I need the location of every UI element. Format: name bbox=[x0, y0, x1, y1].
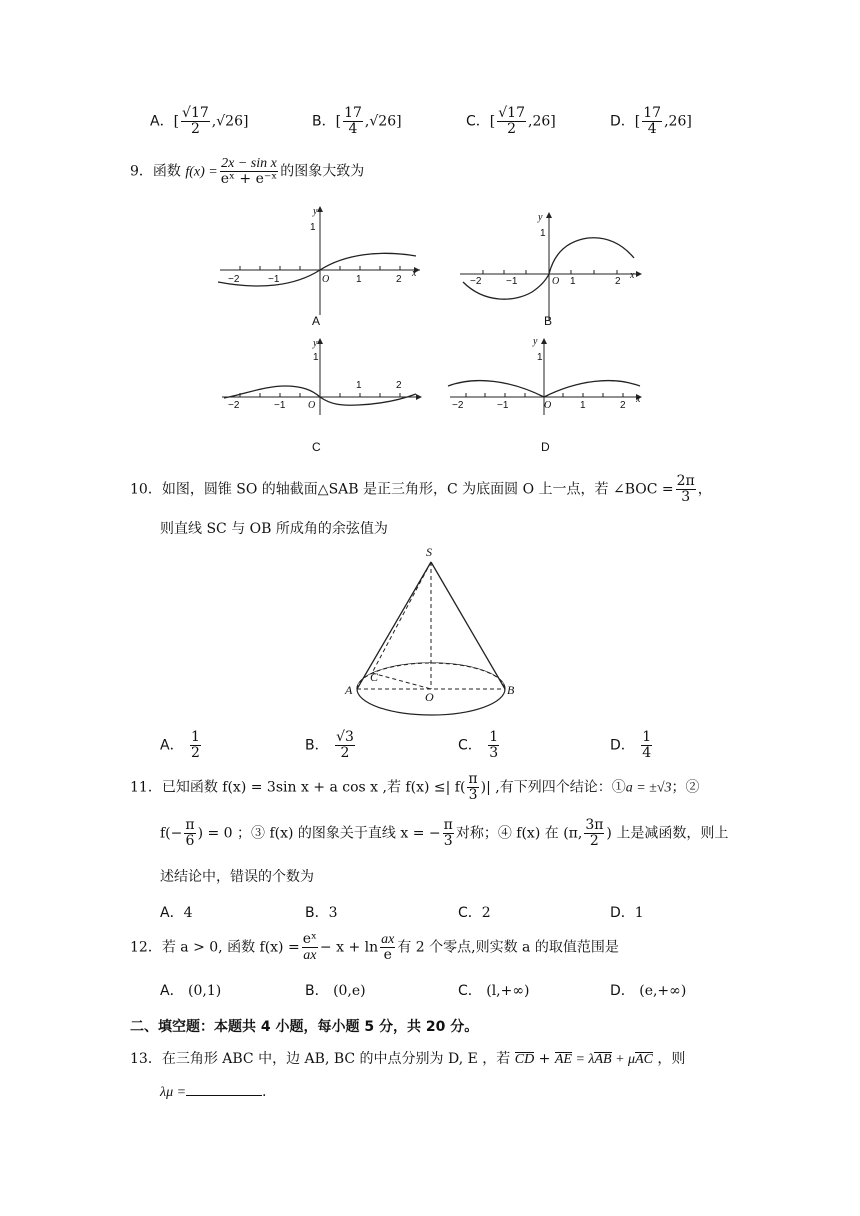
q10-option-b: B． $\frac{√3}{2}$ bbox=[305, 729, 354, 761]
q12-option-b: B． (0,e) bbox=[305, 983, 366, 999]
q11-line3: 述结论中，错误的个数为 bbox=[160, 869, 314, 885]
cone-label-b: B bbox=[507, 683, 515, 697]
q10-option-d: D． $\frac{1}{4}$ bbox=[610, 729, 652, 761]
q12-stem: 12．若 a > 0, 函数 f(x) = $\frac{\text{eˣ}}{ax}$ − x + ln $\frac{ax}{e}$ 有 2 个零点,则实数 a 的取值范围是 bbox=[130, 931, 619, 963]
q13-line1: 13．在三角形 ABC 中，边 AB, BC 的中点分别为 D, E ，若 CD + AE = λAB + μAC ，则 bbox=[130, 1051, 686, 1067]
q11-option-b: B．3 bbox=[305, 905, 338, 921]
cone-figure bbox=[340, 545, 530, 725]
section-heading: 二、填空题：本题共 4 小题，每小题 5 分，共 20 分。 bbox=[130, 1019, 479, 1035]
q10-stem-line1: 10．如图，圆锥 SO 的轴截面△SAB 是正三角形，C 为底面圆 O 上一点，若 ∠BOC = $\frac{2\pi}{3}$ ， bbox=[130, 473, 712, 505]
q11-option-d: D．1 bbox=[610, 905, 644, 921]
cone-label-a: A bbox=[345, 683, 353, 697]
q12-option-d: D． (e,+∞) bbox=[610, 983, 687, 999]
cone-label-s: S bbox=[426, 545, 432, 559]
answer-blank[interactable] bbox=[186, 1095, 262, 1096]
q9-graphs bbox=[210, 200, 650, 460]
q11-line1: 11．已知函数 f(x) = 3sin x + a cos x ,若 f(x) ≤| f( $\frac{\pi}{3}$ )| ,有下列四个结论：①a = ±√3；② bbox=[130, 771, 700, 803]
q8-option-b: B．[ $\frac{17}{4}$ ,√26] bbox=[312, 105, 402, 137]
q11-option-a: A．4 bbox=[160, 905, 193, 921]
q8-option-c: C．[ $\frac{√17}{2}$ ,26] bbox=[466, 105, 556, 137]
q13-line2: λμ = . bbox=[160, 1084, 267, 1100]
q12-option-a: A． (0,1) bbox=[160, 983, 222, 999]
q10-option-c: C． $\frac{1}{3}$ bbox=[458, 729, 499, 761]
cone-label-o: O bbox=[425, 690, 434, 704]
q11-option-c: C．2 bbox=[458, 905, 491, 921]
q8-option-d: D．[ $\frac{17}{4}$ ,26] bbox=[610, 105, 692, 137]
graph-b bbox=[460, 212, 642, 320]
q12-option-c: C． (l,+∞) bbox=[458, 983, 530, 999]
graph-a bbox=[218, 206, 420, 315]
q8-option-a: A．[ $\frac{√17}{2}$ ,√26] bbox=[150, 105, 249, 137]
cone-label-c: C bbox=[370, 670, 379, 684]
q11-line2: f(− $\frac{\pi}{6}$ ) = 0 ；③ f(x) 的图象关于直线 x = − $\frac{\pi}{3}$ 对称；④ f(x) 在 (π, $\frac{3\pi}{2}$ ) 上是减函数，则上 bbox=[160, 817, 729, 849]
graph-c bbox=[222, 338, 422, 415]
q10-option-a: A． $\frac{1}{2}$ bbox=[160, 729, 200, 761]
q10-stem-line2: 则直线 SC 与 OB 所成角的余弦值为 bbox=[160, 521, 388, 537]
q9-stem: 9．函数 f(x) = $\frac{\text{2x − sin x}}{\text{eˣ + e⁻ˣ}}$ 的图象大致为 bbox=[130, 156, 365, 187]
